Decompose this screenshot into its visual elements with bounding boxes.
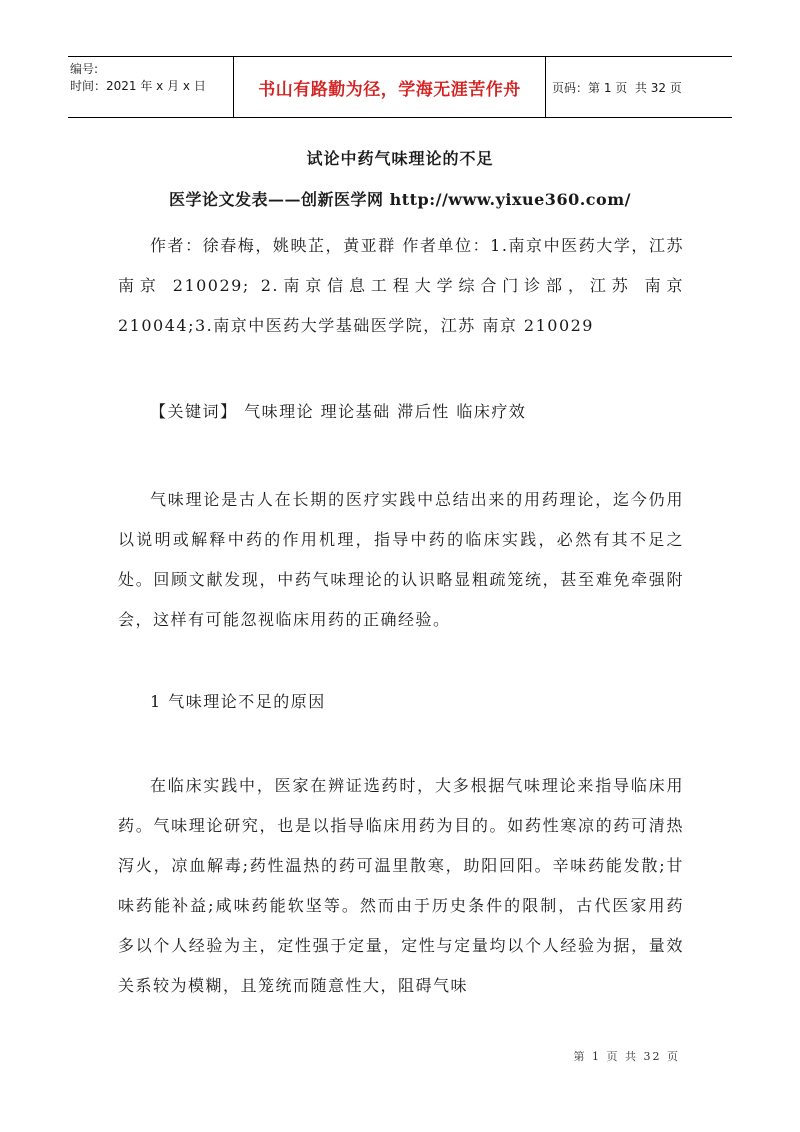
keywords-line: 【关键词】 气味理论 理论基础 滞后性 临床疗效 <box>150 402 527 421</box>
body-paragraph-1: 气味理论是古人在长期的医疗实践中总结出来的用药理论，迄今仍用以说明或解释中药的作用机理，指导中药的临床实践，必然有其不足之处。回顾文献发现，中药气味理论的认识略显粗疏笼统，甚至难免牵强附会，这样有可能忽视临床用药的正确经验。 <box>118 490 684 629</box>
header-motto: 书山有路勤为径，学海无涯苦作舟 <box>234 57 546 117</box>
article-title: 试论中药气味理论的不足 <box>306 149 494 168</box>
page-header <box>68 56 732 118</box>
article-subtitle: 医学论文发表——创新医学网 http://www.yixue360.com/ <box>169 190 631 209</box>
header-page-info <box>546 57 732 117</box>
header-meta <box>68 57 234 117</box>
document-time-label: 时间：2021 年 x 月 x 日 <box>70 79 206 93</box>
section-heading: 1 气味理论不足的原因 <box>150 692 326 711</box>
document-number-label: 编号: <box>70 62 99 76</box>
author-info <box>118 226 684 346</box>
header-page-label: 页码：第 1 页 共 32 页 <box>552 80 682 95</box>
body-paragraph-2: 在临床实践中，医家在辨证选药时，大多根据气味理论来指导临床用药。气味理论研究，也是以指导临床用药为目的。如药性寒凉的药可清热泻火，凉血解毒;药性温热的药可温里散寒，助阳回阳。辛味药能发散;甘味药能补益;咸味药能软坚等。然而由于历史条件的限制，古代医家用药多以个人经验为主，定性强于定量，定性与定量均以个人经验为据，量效关系较为模糊，且笼统而随意性大，阻碍气味 <box>118 776 684 995</box>
author-paragraph: 作者：徐春梅，姚映芷，黄亚群 作者单位：1.南京中医药大学，江苏 南京 210029; 2.南京信息工程大学综合门诊部，江苏 南京 210044;3.南京中医药大学基础医学院，江苏 南京 210029 <box>118 236 684 335</box>
page-footer: 第 1 页 共 32 页 <box>573 1050 680 1063</box>
